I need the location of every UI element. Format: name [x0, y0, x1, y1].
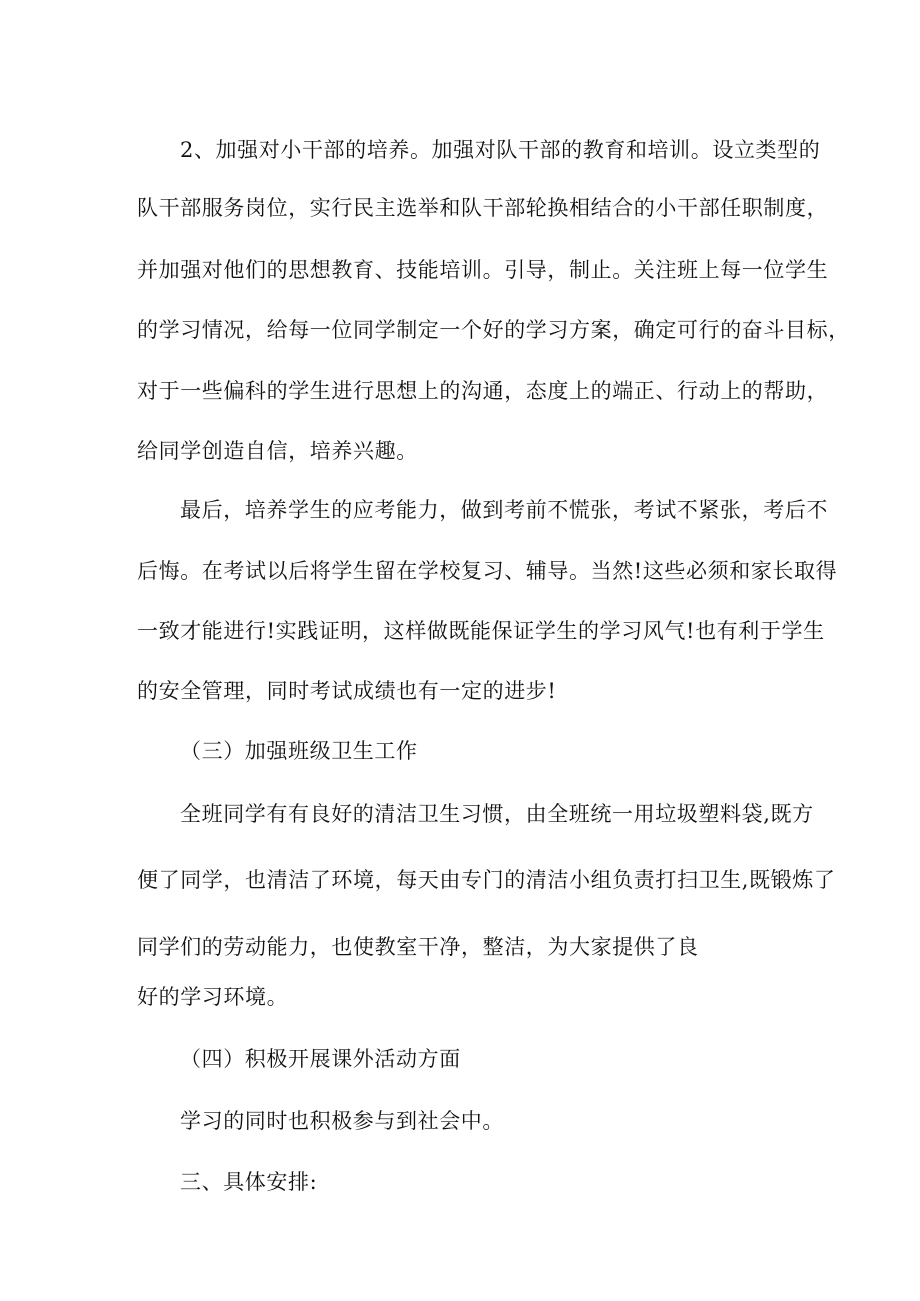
section-heading: （四）积极开展课外活动方面: [180, 1047, 461, 1071]
text-line: 最后，培养学生的应考能力，做到考前不慌张，考试不紧张，考后不: [180, 498, 828, 522]
text-line: 对于一些偏科的学生进行思想上的沟通，态度上的端正、行动上的帮助，: [137, 379, 829, 403]
text-line: 全班同学有有良好的清洁卫生习惯，由全班统一用垃圾塑料袋,既方: [180, 802, 814, 826]
text-line: 一致才能进行!实践证明，这样做既能保证学生的学习风气!也有利于学生: [137, 619, 825, 643]
text-line: 学习的同时也积极参与到社会中。: [180, 1109, 504, 1133]
text-line: 2、加强对小干部的培养。加强对队干部的教育和培训。设立类型的: [180, 138, 821, 162]
text-line: 好的学习环境。: [137, 985, 289, 1009]
text-line: 的学习情况，给每一位同学制定一个好的学习方案，确定可行的奋斗目标，: [137, 318, 850, 342]
section-heading: 三、具体安排:: [180, 1170, 318, 1194]
text-line: 便了同学，也清洁了环境，每天由专门的清洁小组负责打扫卫生,既锻炼了: [137, 868, 836, 892]
text-line: 同学们的劳动能力，也使教室干净，整洁，为大家提供了良: [137, 935, 699, 959]
text-line: 的安全管理，同时考试成绩也有一定的进步!: [137, 679, 557, 703]
text-line: 队干部服务岗位，实行民主选举和队干部轮换相结合的小干部任职制度，: [137, 196, 829, 220]
text-line: 后悔。在考试以后将学生留在学校复习、辅导。当然!这些必须和家长取得: [137, 559, 838, 583]
section-heading: （三）加强班级卫生工作: [180, 739, 418, 763]
text-line: 给同学创造自信，培养兴趣。: [137, 439, 418, 463]
text-line: 并加强对他们的思想教育、技能培训。引导，制止。关注班上每一位学生: [137, 258, 829, 282]
